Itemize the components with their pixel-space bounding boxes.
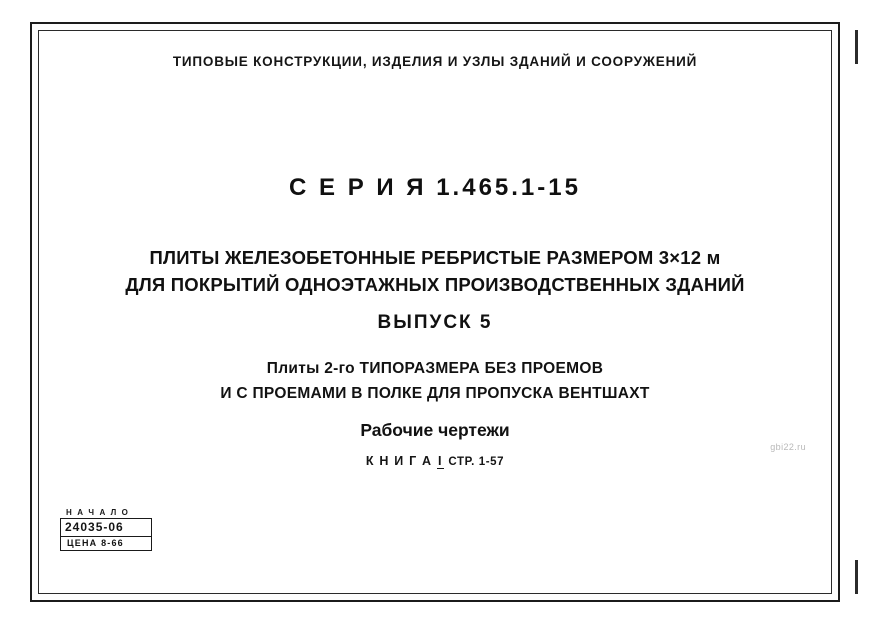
- issue-number: ВЫПУСК 5: [377, 312, 493, 333]
- document-subtitle-line-2: И С ПРОЕМАМИ В ПОЛКЕ ДЛЯ ПРОПУСКА ВЕНТШАХТ: [220, 385, 650, 402]
- book-label: К Н И Г А: [365, 454, 433, 468]
- document-subtitle: [38, 356, 832, 406]
- working-drawings-label: Рабочие чертежи: [360, 420, 510, 440]
- document-title: [38, 244, 832, 298]
- stamp-nachalo-label: Н А Ч А Л О: [66, 508, 130, 517]
- archive-stamp: [60, 508, 152, 551]
- document-title-line-1: ПЛИТЫ ЖЕЛЕЗОБЕТОННЫЕ РЕБРИСТЫЕ РАЗМЕРОМ 3×12 м: [149, 247, 721, 268]
- stamp-price: ЦЕНА 8-66: [60, 536, 152, 551]
- scan-edge-mark-bottom: [855, 560, 858, 594]
- document-subtitle-line-1: Плиты 2-го ТИПОРАЗМЕРА БЕЗ ПРОЕМОВ: [266, 360, 604, 377]
- book-pages: СТР. 1-57: [448, 456, 505, 468]
- document-category-header: ТИПОВЫЕ КОНСТРУКЦИИ, ИЗДЕЛИЯ И УЗЛЫ ЗДАНИЙ И СООРУЖЕНИЙ: [172, 54, 698, 69]
- series-number: С Е Р И Я 1.465.1-15: [289, 174, 581, 201]
- book-reference: [38, 454, 832, 468]
- watermark-text: gbi22.ru: [770, 442, 806, 452]
- scan-edge-mark-top: [855, 30, 858, 64]
- title-page-content: [38, 30, 832, 594]
- book-number: I: [437, 454, 443, 468]
- stamp-code: 24035-06: [60, 518, 152, 536]
- document-title-line-2: ДЛЯ ПОКРЫТИЙ ОДНОЭТАЖНЫХ ПРОИЗВОДСТВЕННЫХ ЗДАНИЙ: [125, 274, 745, 295]
